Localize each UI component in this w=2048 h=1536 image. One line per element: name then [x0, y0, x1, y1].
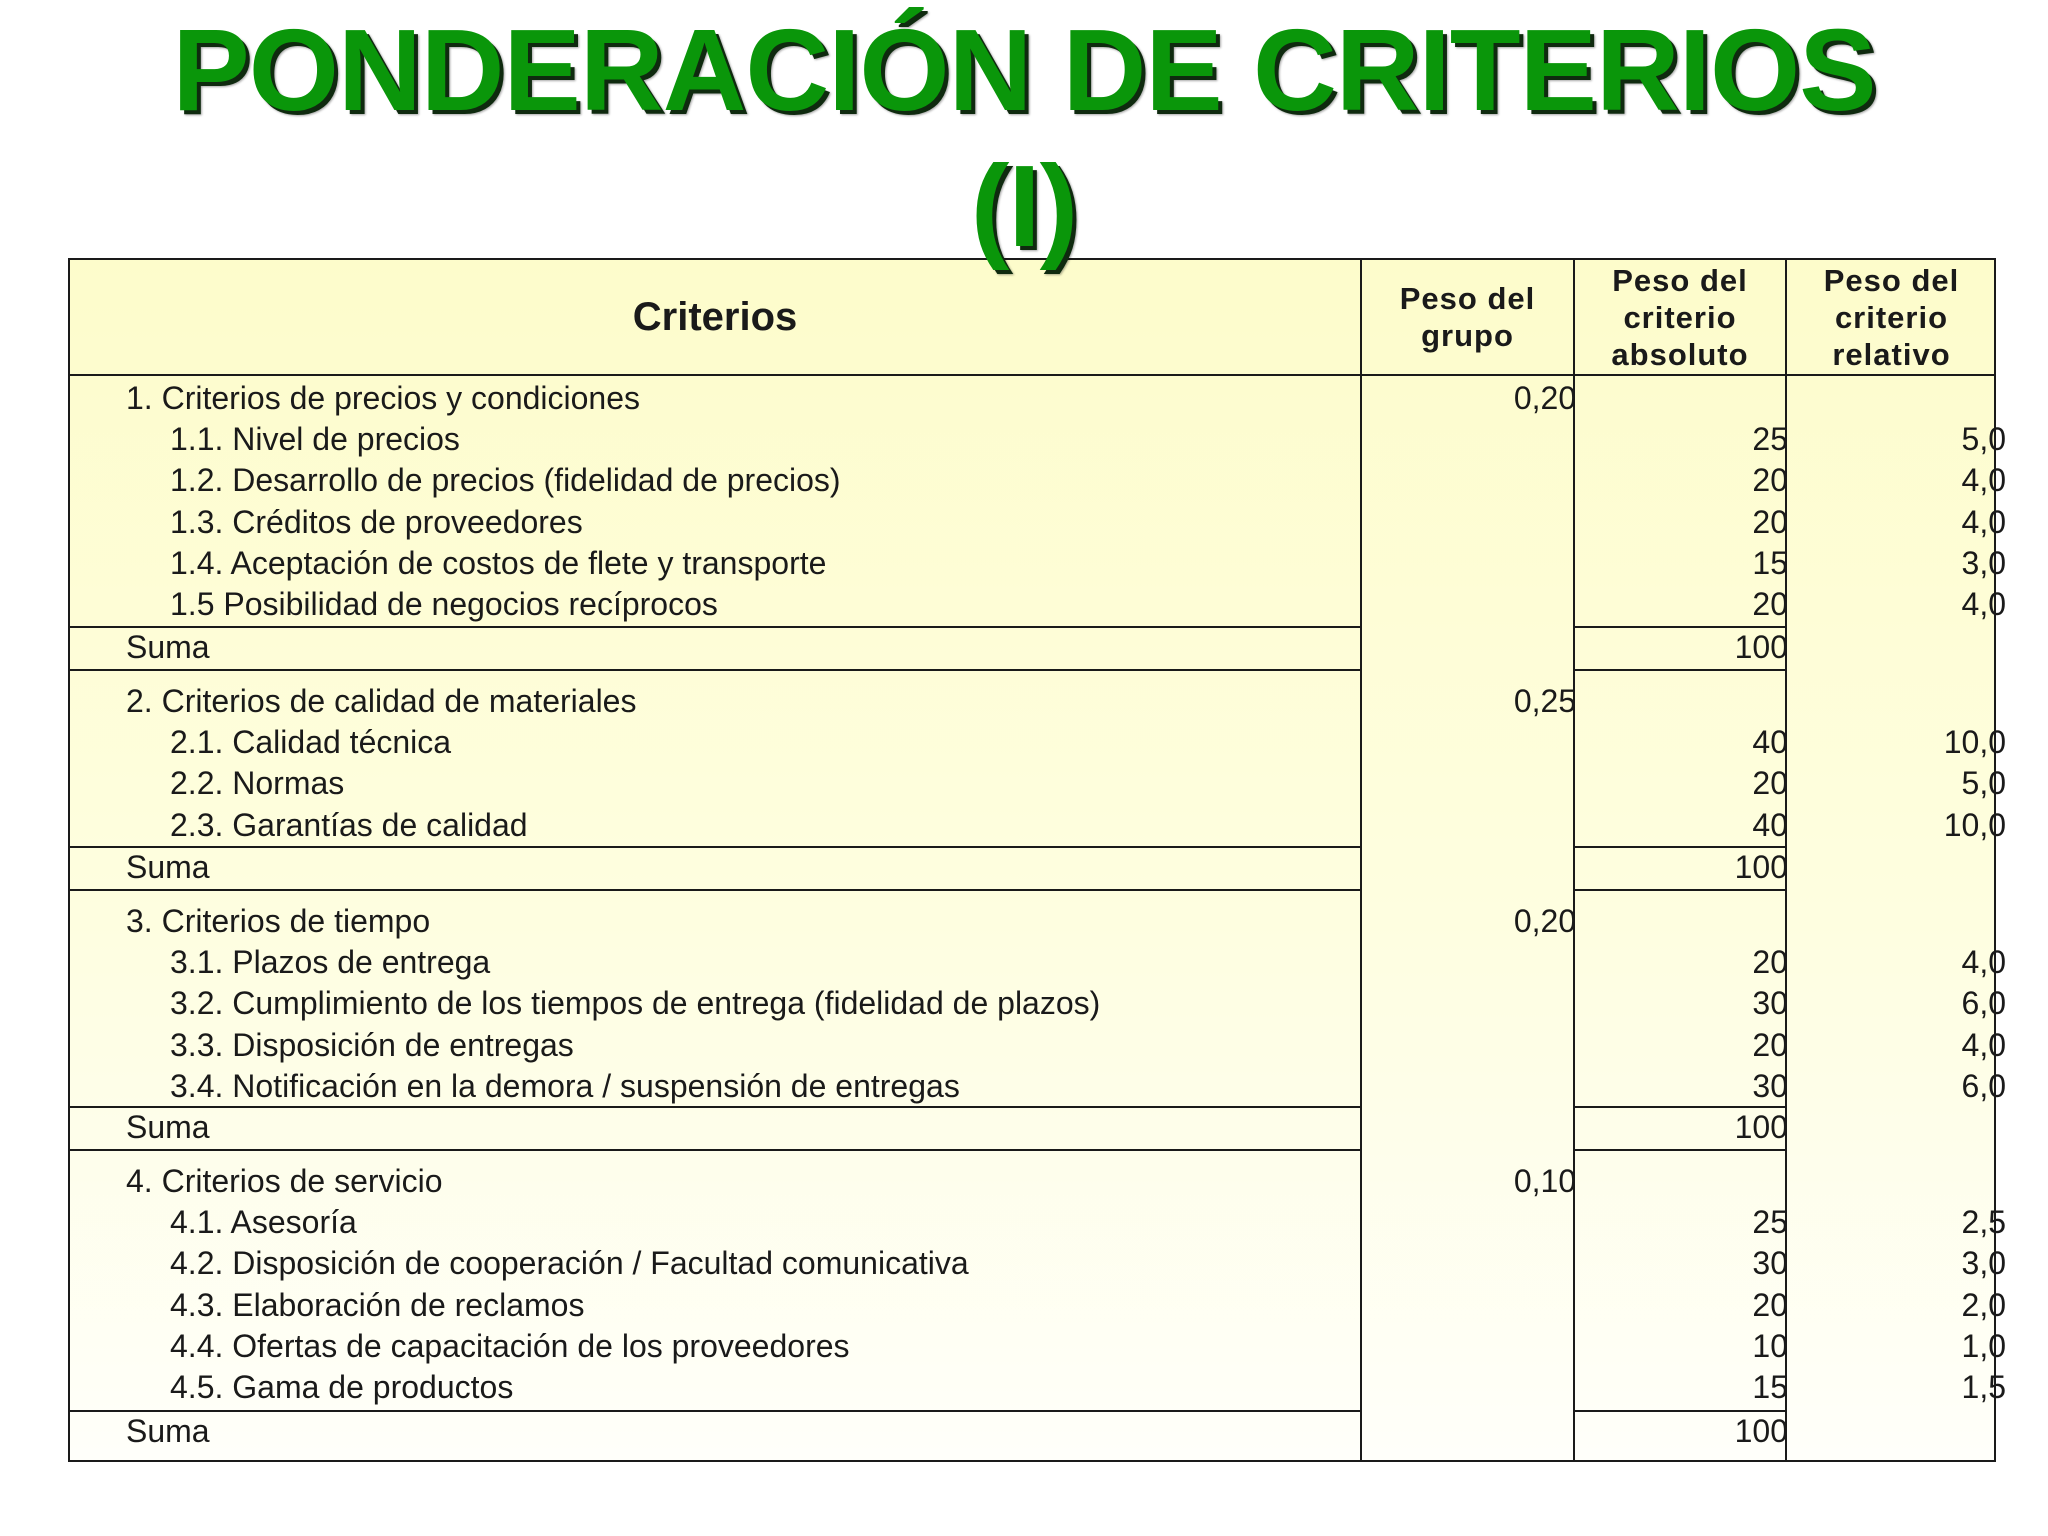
- relative-weight: 6,0: [1961, 1067, 2006, 1104]
- relative-weight: 4,0: [1961, 944, 2006, 981]
- sum-top-rule: [70, 846, 1360, 848]
- relative-weight: 5,0: [1961, 421, 2006, 458]
- relative-weight: 4,0: [1961, 503, 2006, 540]
- sum-value: 100: [1734, 1109, 1788, 1145]
- table-row: [70, 805, 2006, 846]
- table-row: [70, 763, 2006, 804]
- criterion-label: 3.2. Cumplimiento de los tiempos de entrega (fidelidad de plazos): [170, 985, 1101, 1022]
- group-title-row: [70, 681, 1994, 722]
- sum-top-rule: [70, 1410, 1360, 1412]
- absolute-weight: 20: [1752, 503, 1788, 540]
- table-row: [70, 1326, 2006, 1367]
- sum-bottom-rule: [70, 1149, 1360, 1151]
- absolute-weight: 20: [1752, 765, 1788, 802]
- absolute-weight: 20: [1752, 1026, 1788, 1063]
- table-row: [70, 584, 2006, 625]
- absolute-weight: 40: [1752, 724, 1788, 761]
- absolute-weight: 20: [1752, 586, 1788, 622]
- sum-value: 100: [1734, 1413, 1788, 1449]
- relative-weight: 10,0: [1943, 806, 2006, 843]
- criterion-label: 3.3. Disposición de entregas: [170, 1026, 574, 1063]
- sum-top-rule: [1573, 1410, 1785, 1412]
- relative-weight: 4,0: [1961, 586, 2006, 622]
- absolute-weight: 10: [1752, 1327, 1788, 1364]
- sum-row: [70, 627, 1994, 668]
- sum-label: Suma: [126, 1109, 210, 1145]
- relative-weight: 2,0: [1961, 1286, 2006, 1323]
- sum-top-rule: [1573, 846, 1785, 848]
- group-title-row: [70, 901, 1994, 942]
- criterion-label: 4.5. Gama de productos: [170, 1369, 514, 1405]
- sum-top-rule: [1573, 1106, 1785, 1108]
- relative-weight: 3,0: [1961, 544, 2006, 581]
- relative-weight: 1,5: [1961, 1369, 2006, 1405]
- sum-label: Suma: [126, 1413, 210, 1449]
- title-line-1: PONDERACIÓN DE CRITERIOS: [172, 5, 1876, 135]
- sum-bottom-rule: [1573, 889, 1785, 891]
- header-peso-grupo: Peso del grupo: [1399, 281, 1536, 353]
- criterion-label: 4.4. Ofertas de capacitación de los proveedores: [170, 1327, 850, 1364]
- table-row: [70, 1285, 2006, 1326]
- criterion-label: 2.1. Calidad técnica: [170, 724, 452, 761]
- sum-bottom-rule: [70, 669, 1360, 671]
- header-peso-relativo: Peso del criterio relativo: [1823, 262, 1960, 372]
- header-criterios: Criterios: [632, 294, 798, 339]
- absolute-weight: 15: [1752, 544, 1788, 581]
- group-weight: 0,20: [1513, 903, 1577, 939]
- sum-row: [70, 1107, 1994, 1148]
- table-row: [70, 1243, 2006, 1284]
- absolute-weight: 30: [1752, 1245, 1788, 1282]
- relative-weight: 6,0: [1961, 985, 2006, 1022]
- group-weight: 0,10: [1513, 1163, 1577, 1199]
- criterion-label: 4.1. Asesoría: [170, 1204, 357, 1241]
- criterion-label: 2.3. Garantías de calidad: [170, 806, 528, 843]
- criterion-label: 4.3. Elaboración de reclamos: [170, 1286, 585, 1323]
- group-title-row: [70, 1161, 1994, 1202]
- sum-bottom-rule: [1573, 1149, 1785, 1151]
- absolute-weight: 20: [1752, 1286, 1788, 1323]
- sum-label: Suma: [126, 629, 210, 665]
- absolute-weight: 25: [1752, 1204, 1788, 1241]
- criterion-label: 4.2. Disposición de cooperación / Facultad comunicativa: [170, 1245, 969, 1282]
- criterion-label: 1.1. Nivel de precios: [170, 421, 460, 458]
- criterion-label: 1.5 Posibilidad de negocios recíprocos: [170, 586, 718, 622]
- criterion-label: 1.4. Aceptación de costos de flete y transporte: [170, 544, 827, 581]
- sum-label: Suma: [126, 849, 210, 885]
- group-title: 4. Criterios de servicio: [126, 1163, 443, 1199]
- group-title: 2. Criterios de calidad de materiales: [126, 683, 637, 719]
- table-row: [70, 1202, 2006, 1243]
- sum-value: 100: [1734, 629, 1788, 665]
- criterion-label: 1.3. Créditos de proveedores: [170, 503, 583, 540]
- table-row: [70, 419, 2006, 460]
- relative-weight: 3,0: [1961, 1245, 2006, 1282]
- relative-weight: 1,0: [1961, 1327, 2006, 1364]
- group-title-row: [70, 378, 1994, 419]
- table-row: [70, 460, 2006, 501]
- group-weight: 0,25: [1513, 683, 1577, 719]
- header-peso-absoluto: Peso del criterio absoluto: [1611, 262, 1749, 372]
- sum-row: [70, 1411, 1994, 1452]
- relative-weight: 4,0: [1961, 462, 2006, 499]
- absolute-weight: 30: [1752, 1067, 1788, 1104]
- sum-top-rule: [1573, 626, 1785, 628]
- table-row: [70, 983, 2006, 1024]
- table-row: [70, 1066, 2006, 1107]
- sum-row: [70, 847, 1994, 888]
- table-row: [70, 942, 2006, 983]
- slide-title: [0, 2, 2048, 274]
- relative-weight: 4,0: [1961, 1026, 2006, 1063]
- absolute-weight: 15: [1752, 1369, 1788, 1405]
- group-title: 3. Criterios de tiempo: [126, 903, 431, 939]
- sum-top-rule: [70, 626, 1360, 628]
- absolute-weight: 30: [1752, 985, 1788, 1022]
- absolute-weight: 25: [1752, 421, 1788, 458]
- relative-weight: 10,0: [1943, 724, 2006, 761]
- group-weight: 0,20: [1513, 380, 1577, 416]
- title-line-2: (I): [970, 141, 1078, 271]
- sum-bottom-rule: [70, 889, 1360, 891]
- table-row: [70, 502, 2006, 543]
- table-row: [70, 1367, 2006, 1408]
- criterion-label: 3.1. Plazos de entrega: [170, 944, 491, 981]
- header-divider: [70, 374, 1994, 376]
- sum-top-rule: [70, 1106, 1360, 1108]
- sum-bottom-rule: [1573, 669, 1785, 671]
- criterion-label: 2.2. Normas: [170, 765, 345, 802]
- table-row: [70, 1025, 2006, 1066]
- sum-value: 100: [1734, 849, 1788, 885]
- relative-weight: 5,0: [1961, 765, 2006, 802]
- absolute-weight: 20: [1752, 944, 1788, 981]
- table-row: [70, 722, 2006, 763]
- absolute-weight: 40: [1752, 806, 1788, 843]
- criteria-weighting-table: [68, 258, 2006, 1462]
- group-title: 1. Criterios de precios y condiciones: [126, 380, 641, 416]
- criterion-label: 3.4. Notificación en la demora / suspensión de entregas: [170, 1067, 960, 1104]
- table-row: [70, 543, 2006, 584]
- criterion-label: 1.2. Desarrollo de precios (fidelidad de precios): [170, 462, 841, 499]
- relative-weight: 2,5: [1961, 1204, 2006, 1241]
- absolute-weight: 20: [1752, 462, 1788, 499]
